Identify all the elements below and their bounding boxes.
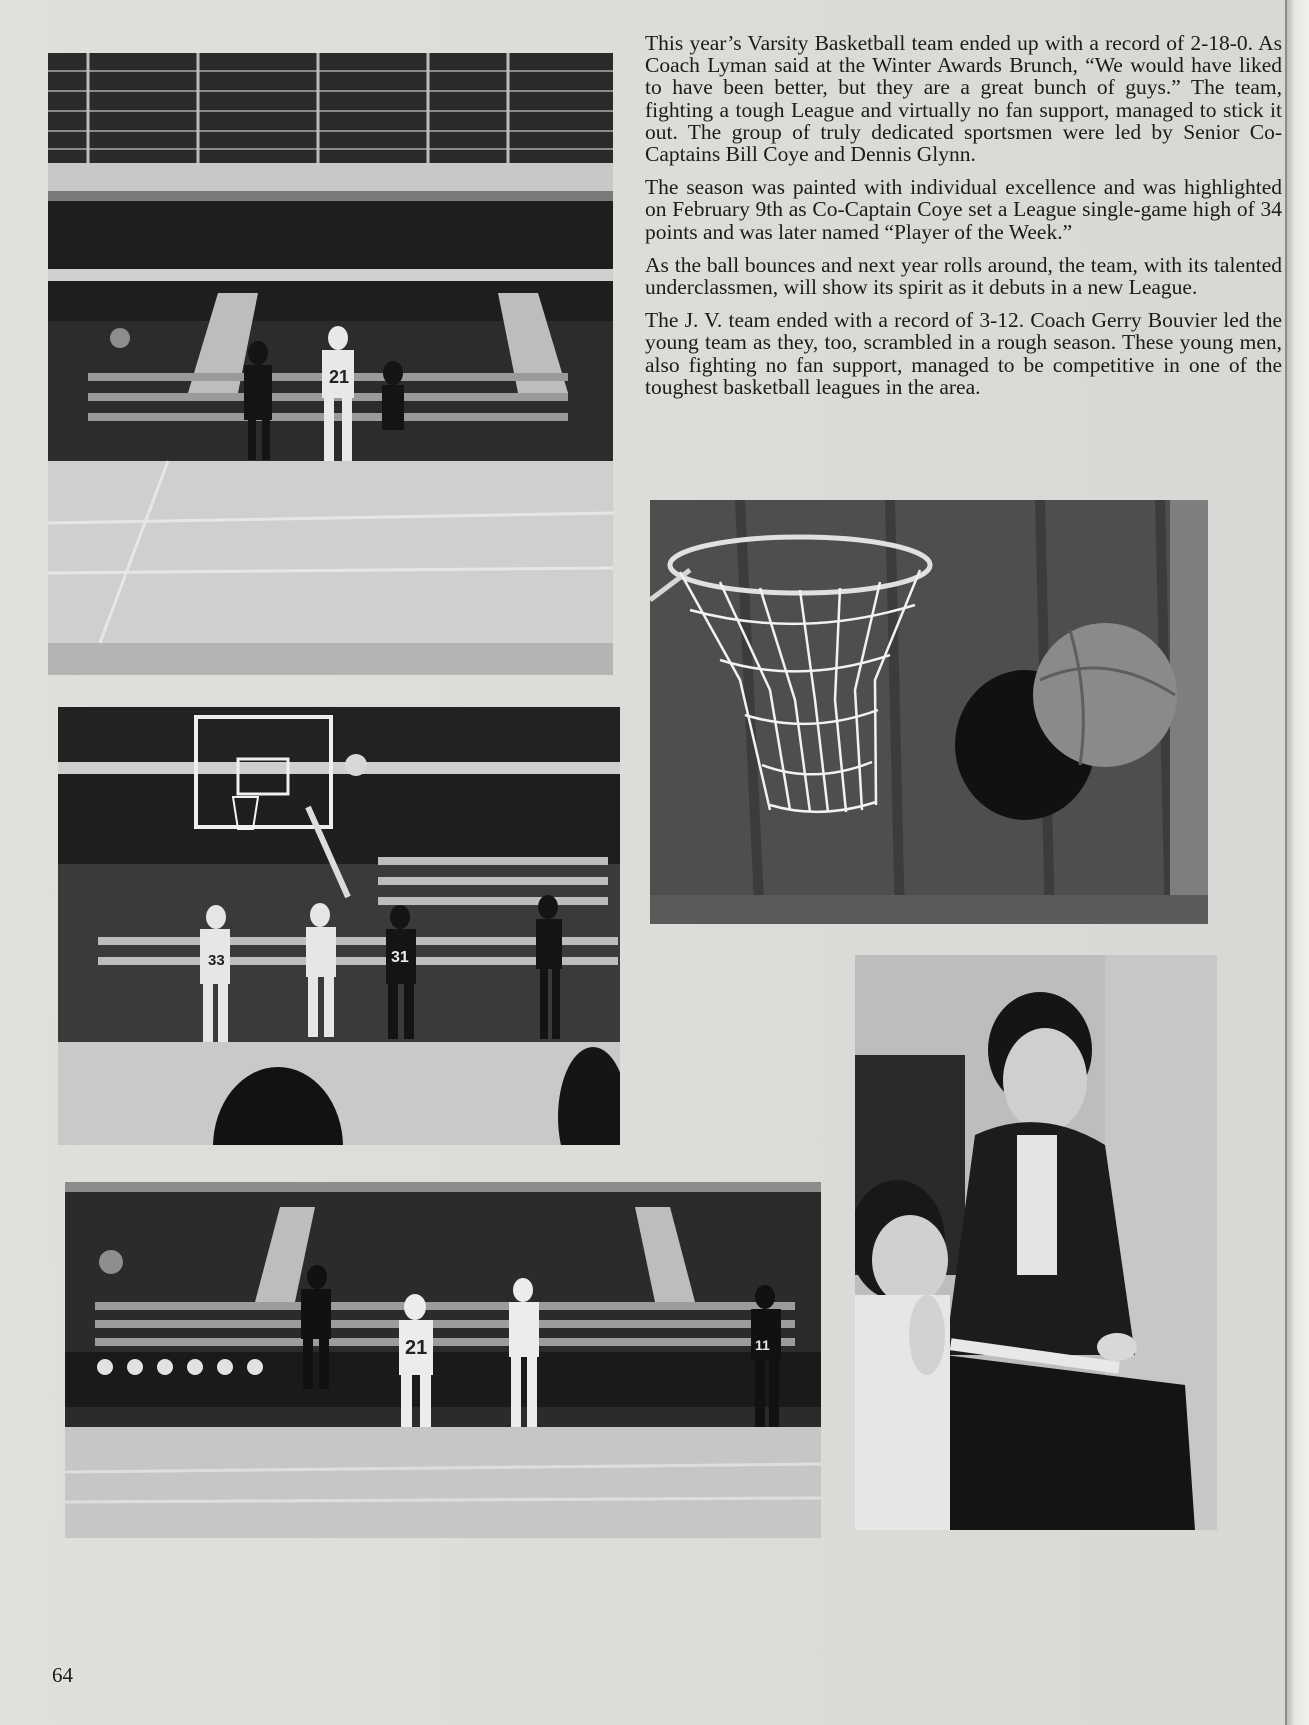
article-paragraph-2: The season was painted with individual excellence and was highlighted on February 9th as Co-Captain Coye set a League single-game high of 34 points and was later named “Player of the Week.” [645, 175, 1282, 244]
game-action-photo-2 [58, 707, 620, 1145]
game-action-image-1 [48, 53, 613, 675]
basketball-net-image [650, 500, 1208, 924]
article-paragraph-3: As the ball bounces and next year rolls around, the team, with its talented underclassmen, will show its spirit as it debuts in a new League. [645, 252, 1282, 300]
jersey-number-11: 11 [755, 1337, 770, 1353]
article-paragraph-4: The J. V. team ended with a record of 3-12. Coach Gerry Bouvier led the young team as they, too, scrambled in a rough season. These young men, also fighting no fan support, managed to be competitive in one of the toughest basketball leagues in the area. [645, 308, 1282, 399]
game-action-image-3 [65, 1182, 821, 1538]
article-paragraph-1: This year’s Varsity Basketball team ended up with a record of 2-18-0. As Coach Lyman said at the Winter Awards Brunch, “We would have liked to have been better, but they are a great bunch of guys.” The team, fighting a tough League and virtually no fan support, managed to stick it out. The group of truly dedicated sportsmen were led by Senior Co-Captains Bill Coye and Dennis Glynn. [645, 31, 1282, 167]
game-action-photo-3 [65, 1182, 821, 1538]
jersey-number-31: 31 [391, 949, 409, 966]
game-action-photo-1 [48, 53, 613, 675]
jersey-number-21-bottom: 21 [405, 1337, 428, 1359]
coach-portrait-image [855, 955, 1217, 1530]
page-number: 64 [52, 1663, 73, 1687]
jersey-number-21: 21 [329, 367, 350, 387]
jersey-number-33: 33 [208, 952, 225, 969]
basketball-net-photo [650, 500, 1208, 924]
page-binding-edge [1285, 0, 1309, 1725]
article-text [645, 32, 1282, 409]
coach-portrait-photo [855, 955, 1217, 1530]
game-action-image-2 [58, 707, 620, 1145]
